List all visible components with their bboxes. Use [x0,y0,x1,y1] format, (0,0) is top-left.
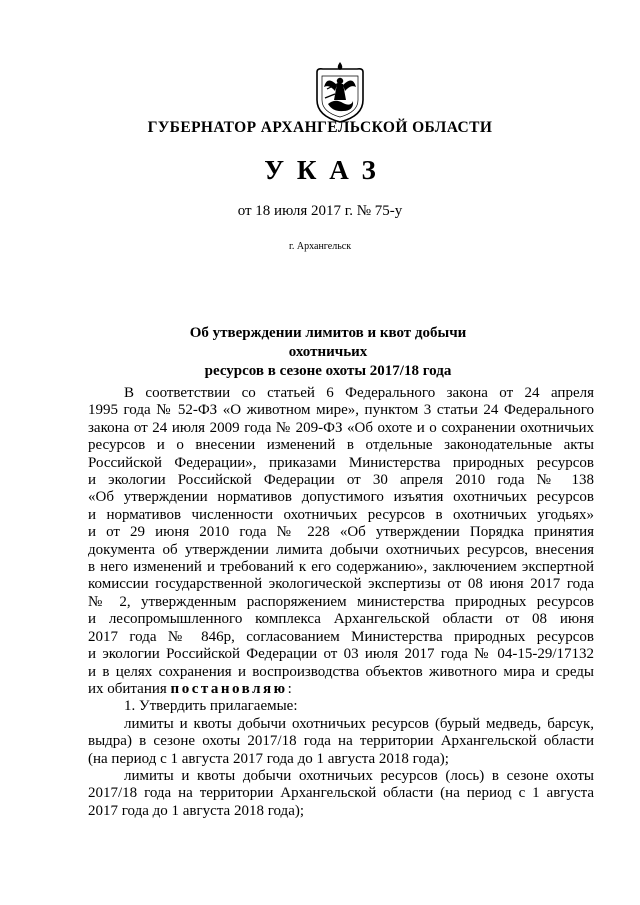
body-line: и экологии Российской Федерации от 30 апреля 2010 года № 138 [88,472,594,489]
title-line-2: ресурсов в сезоне охоты 2017/18 года [204,363,452,379]
para3-line: 2017 года до 1 августа 2018 года); [88,802,305,819]
body-line: ресурсов и о внесении изменений в отдельные законодательные акты [88,437,594,454]
body-line: № 2, утвержденным распоряжением министерства природных ресурсов [88,593,594,610]
para2-line: лимиты и квоты добычи охотничьих ресурсов (бурый медведь, барсук, [124,715,594,732]
body-line: Российской Федерации», приказами Министерства природных ресурсов [88,454,594,471]
coat-of-arms-archangel-icon [313,60,367,124]
body-line: В соответствии со статьей 6 Федерального закона от 24 апреля [124,385,594,401]
body-line: закона от 24 июля 2009 года № 209-ФЗ «Об охоте и о сохранении охотничьих [88,419,594,436]
body-line: и экологии Российской Федерации от 03 июля 2017 года № 04-15-29/17132 [88,646,594,663]
body-line: и лесопромышленного комплекса Архангельской области от 08 июня [88,611,594,628]
title-line-1: Об утверждении лимитов и квот добычи охотничьих [189,325,467,360]
body-line: 1995 года № 52-ФЗ «О животном мире», пунктом 3 статьи 24 Федерального [88,402,594,419]
body-line: и нормативов численности охотничьих ресурсов в охотничьих угодьях» [88,506,594,523]
body-line: и в целях сохранения и воспроизводства объектов животного мира и среды [88,663,594,680]
body-line: документа об утверждении лимита добычи охотничьих ресурсов, внесения [88,541,594,558]
document-title [150,324,506,381]
body-line-decree [88,681,594,698]
para3-line: 2017/18 года на территории Архангельской области (на период с 1 августа [88,785,594,802]
body-line: 2017 года № 846р, согласованием Министерства природных ресурсов [88,628,594,645]
body-line: «Об утверждении нормативов допустимого изъятия охотничьих ресурсов [88,489,594,506]
para3-line: лимиты и квоты добычи охотничьих ресурсов (лось) в сезоне охоты [124,767,594,784]
issuer-heading: ГУБЕРНАТОР АРХАНГЕЛЬСКОЙ ОБЛАСТИ [147,119,493,136]
body-line: комиссии государственной экологической экспертизы от 08 июня 2017 года [88,576,594,593]
date-and-number: от 18 июля 2017 г. № 75-у [237,203,403,219]
last-line-lead: их обитания [88,680,167,697]
para2-line: (на период с 1 августа 2017 года до 1 августа 2018 года); [88,750,449,767]
decree-colon: : [287,680,292,697]
document-type-heading: У К А З [264,155,376,185]
decree-word: постановляю [170,680,288,697]
item-1: 1. Утвердить прилагаемые: [124,698,298,715]
place-of-issue: г. Архангельск [288,241,352,252]
document-body [88,385,594,820]
para2-line: выдра) в сезоне охоты 2017/18 года на территории Архангельской области [88,733,594,750]
body-line: в него изменений и требований к его содержанию», заключением экспертной [88,559,594,576]
body-line: и от 29 июня 2010 года № 228 «Об утверждении Порядка принятия [88,524,594,541]
